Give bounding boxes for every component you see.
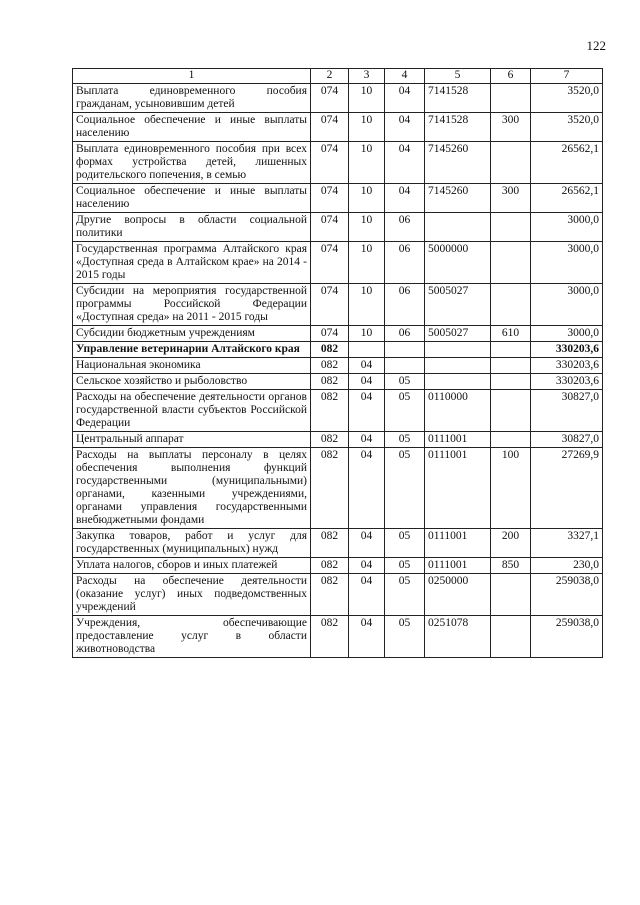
row-target-code: 7141528 [425,84,491,113]
row-admin-code: 082 [311,529,349,558]
row-target-code: 7145260 [425,184,491,213]
row-target-code: 7141528 [425,113,491,142]
row-name: Другие вопросы в области социальной политики [73,213,311,242]
table-row [73,448,603,529]
row-section-code: 04 [349,574,385,616]
row-target-code [425,374,491,390]
row-name: Национальная экономика [73,358,311,374]
row-target-code: 0110000 [425,390,491,432]
row-section-code: 04 [349,374,385,390]
table-row [73,574,603,616]
table-row [73,284,603,326]
row-target-code: 5000000 [425,242,491,284]
row-target-code [425,342,491,358]
row-admin-code: 082 [311,558,349,574]
row-admin-code: 082 [311,448,349,529]
row-admin-code: 074 [311,213,349,242]
row-admin-code: 082 [311,374,349,390]
row-target-code: 0111001 [425,432,491,448]
row-subsection-code: 05 [385,558,425,574]
row-expense-type [491,374,531,390]
row-amount: 259038,0 [531,616,603,658]
row-subsection-code: 06 [385,284,425,326]
row-admin-code: 074 [311,284,349,326]
row-expense-type: 200 [491,529,531,558]
table-row [73,213,603,242]
row-section-code [349,342,385,358]
row-subsection-code: 06 [385,242,425,284]
row-section-code: 10 [349,142,385,184]
row-expense-type [491,213,531,242]
header-col-7: 7 [531,69,603,84]
row-subsection-code: 05 [385,448,425,529]
row-name: Расходы на обеспечение деятельности органов государственной власти субъектов Российской Федерации [73,390,311,432]
row-subsection-code: 05 [385,574,425,616]
row-subsection-code: 05 [385,529,425,558]
page-number: 122 [586,38,606,53]
row-section-code: 10 [349,326,385,342]
row-expense-type: 610 [491,326,531,342]
row-admin-code: 082 [311,358,349,374]
row-expense-type [491,432,531,448]
row-name: Расходы на обеспечение деятельности (оказание услуг) иных подведомственных учреждений [73,574,311,616]
row-admin-code: 074 [311,113,349,142]
row-expense-type [491,284,531,326]
row-admin-code: 082 [311,432,349,448]
table-row [73,558,603,574]
row-section-code: 04 [349,358,385,374]
row-section-code: 04 [349,558,385,574]
row-name: Государственная программа Алтайского края «Доступная среда в Алтайском крае» на 2014 - 2015 годы [73,242,311,284]
row-name: Закупка товаров, работ и услуг для государственных (муниципальных) нужд [73,529,311,558]
row-subsection-code: 04 [385,84,425,113]
row-subsection-code: 04 [385,113,425,142]
row-subsection-code: 05 [385,616,425,658]
row-admin-code: 074 [311,184,349,213]
row-target-code: 0250000 [425,574,491,616]
table-row [73,358,603,374]
row-section-code: 10 [349,242,385,284]
header-col-5: 5 [425,69,491,84]
row-subsection-code [385,358,425,374]
table-row [73,374,603,390]
row-admin-code: 082 [311,390,349,432]
row-amount: 3000,0 [531,326,603,342]
row-amount: 3520,0 [531,84,603,113]
row-amount: 3327,1 [531,529,603,558]
row-target-code: 7145260 [425,142,491,184]
row-name: Субсидии на мероприятия государственной программы Российской Федерации «Доступная среда» на 2011 - 2015 годы [73,284,311,326]
row-subsection-code: 05 [385,432,425,448]
table-row [73,142,603,184]
table-row [73,342,603,358]
row-section-code: 04 [349,448,385,529]
row-amount: 27269,9 [531,448,603,529]
row-admin-code: 074 [311,142,349,184]
row-admin-code: 074 [311,242,349,284]
header-col-6: 6 [491,69,531,84]
row-section-code: 10 [349,213,385,242]
row-amount: 3000,0 [531,284,603,326]
row-expense-type: 300 [491,113,531,142]
row-name: Расходы на выплаты персоналу в целях обеспечения выполнения функций государственными (муниципальными) органами, казенными учреждениями, органами управления государственными внебюджетными фондами [73,448,311,529]
row-subsection-code [385,342,425,358]
row-admin-code: 082 [311,342,349,358]
row-target-code: 0111001 [425,529,491,558]
row-expense-type [491,358,531,374]
table-row [73,113,603,142]
row-subsection-code: 05 [385,390,425,432]
row-admin-code: 082 [311,574,349,616]
header-col-4: 4 [385,69,425,84]
row-expense-type [491,342,531,358]
row-section-code: 10 [349,184,385,213]
row-expense-type [491,616,531,658]
row-amount: 259038,0 [531,574,603,616]
row-name: Выплата единовременного пособия при всех формах устройства детей, лишенных родительского попечения, в семью [73,142,311,184]
row-target-code [425,358,491,374]
row-target-code: 0111001 [425,558,491,574]
table-row [73,529,603,558]
row-amount: 330203,6 [531,358,603,374]
row-name: Социальное обеспечение и иные выплаты населению [73,184,311,213]
row-name: Выплата единовременного пособия гражданам, усыновившим детей [73,84,311,113]
table-header [73,69,603,84]
row-expense-type [491,390,531,432]
row-target-code [425,213,491,242]
row-expense-type: 850 [491,558,531,574]
row-admin-code: 074 [311,84,349,113]
row-target-code: 0251078 [425,616,491,658]
row-section-code: 04 [349,529,385,558]
row-name: Сельское хозяйство и рыболовство [73,374,311,390]
row-subsection-code: 04 [385,184,425,213]
row-subsection-code: 04 [385,142,425,184]
row-section-code: 04 [349,616,385,658]
row-expense-type: 100 [491,448,531,529]
row-amount: 330203,6 [531,342,603,358]
table-row [73,390,603,432]
row-expense-type [491,242,531,284]
row-subsection-code: 05 [385,374,425,390]
table-row [73,242,603,284]
row-amount: 30827,0 [531,432,603,448]
row-admin-code: 082 [311,616,349,658]
table-row [73,616,603,658]
row-name: Центральный аппарат [73,432,311,448]
header-row [73,69,603,84]
table-row [73,326,603,342]
row-amount: 26562,1 [531,184,603,213]
row-target-code: 5005027 [425,326,491,342]
row-name: Уплата налогов, сборов и иных платежей [73,558,311,574]
row-section-code: 04 [349,390,385,432]
row-expense-type [491,142,531,184]
row-amount: 3000,0 [531,213,603,242]
header-col-2: 2 [311,69,349,84]
table-body [73,84,603,658]
row-section-code: 04 [349,432,385,448]
row-amount: 30827,0 [531,390,603,432]
header-col-3: 3 [349,69,385,84]
row-amount: 3520,0 [531,113,603,142]
header-col-1: 1 [73,69,311,84]
budget-table [72,68,603,658]
row-target-code: 5005027 [425,284,491,326]
table-row [73,184,603,213]
row-subsection-code: 06 [385,326,425,342]
row-section-code: 10 [349,84,385,113]
row-section-code: 10 [349,284,385,326]
row-name: Социальное обеспечение и иные выплаты населению [73,113,311,142]
row-target-code: 0111001 [425,448,491,529]
row-admin-code: 074 [311,326,349,342]
row-name: Учреждения, обеспечивающие предоставление услуг в области животноводства [73,616,311,658]
row-amount: 230,0 [531,558,603,574]
row-section-code: 10 [349,113,385,142]
row-expense-type: 300 [491,184,531,213]
row-expense-type [491,84,531,113]
row-amount: 3000,0 [531,242,603,284]
row-name: Субсидии бюджетным учреждениям [73,326,311,342]
row-amount: 330203,6 [531,374,603,390]
table-row [73,432,603,448]
row-subsection-code: 06 [385,213,425,242]
table-row [73,84,603,113]
row-amount: 26562,1 [531,142,603,184]
row-name: Управление ветеринарии Алтайского края [73,342,311,358]
row-expense-type [491,574,531,616]
